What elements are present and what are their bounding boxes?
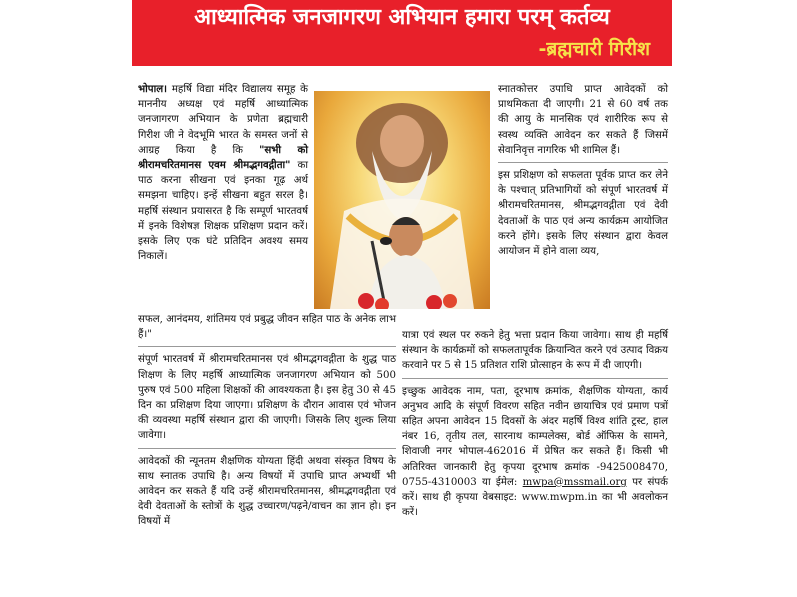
photo — [314, 91, 490, 309]
para1-start: महर्षि विद्या मंदिर विद्यालय समूह के माननीय अध्यक्ष एवं महर्षि आध्यात्मिक जनजागरण अभियान के प्रणेता ब्रह्मचारी गिरीश जी ने वेदभूमि भारत के समस्त जनों से आग्रह किया है कि — [138, 84, 308, 156]
para5: इच्छुक आवेदक नाम, पता, दूरभाष क्रमांक, शैक्षणिक योग्यता, कार्य अनुभव आदि के संपूर्ण विवरण सहित नवीन छायाचित्र एवं प्रमाण पत्रों सहित अपना आवेदन 15 दिवसों के अंदर महर्षि विश्व शांति ट्रस्ट, हाल नंबर 16, तृतीय तल, सारनाथ काम्पलेक्स, बोर्ड ऑफिस के सामने, शिवाजी नगर भोपाल-462016 में प्रेषित कर सकते हैं। किसी भी अतिरिक्त जानकारी हेतु कृपया दूरभाष क्रमांक -9425008470, 0755-4310003 या ईमेल: — [402, 385, 668, 488]
para3: आवेदकों की न्यूनतम शैक्षणिक योग्यता हिंदी अथवा संस्कृत विषय के साथ स्नातक उपाधि है। अन्य विषयों में उपाधि प्राप्त अभ्यर्थी भी आवेदन कर सकते हैं यदि उन्हें श्रीरामचरितमानस, श्रीमद्भगवद्गीता एवं देवी देवताओं के स्तोत्रों के शुद्ध उच्चारण/पढ़ने/वाचन का ज्ञान हो। इन विषयों में — [138, 455, 396, 528]
para1-highlight: "सभी को श्रीरामचरितमानस एवम श्रीमद्भगवद्गीता" — [138, 143, 308, 172]
para4: इस प्रशिक्षण को सफलता पूर्वक प्राप्त कर लेने के पश्चात् प्रतिभागियों को संपूर्ण भारतवर्ष में श्रीरामचरितमानस, श्रीमद्भगवद्गीता एवं देवी देवताओं के पाठ एवं अन्य कार्यक्रम आयोजित करने होंगे। इसके लिए संस्थान द्वारा केवल आयोजन में होने वाला व्यय, — [498, 170, 668, 258]
para3-end: स्नातकोत्तर उपाधि प्राप्त आवेदकों को प्राथमिकता दी जाएगी। 21 से 60 वर्ष तक की आयु के मानसिक एवं शारीरिक रूप से स्वस्थ व्यक्ति आवेदन कर सकते हैं जिसमें सेवानिवृत्त नागरिक भी शामिल हैं। — [498, 82, 668, 163]
left-column-top — [138, 82, 308, 270]
email-link[interactable]: mwpa@mssmail.org — [522, 476, 627, 488]
para1-end: सफल, आनंदमय, शांतिमय एवं प्रबुद्ध जीवन सहित पाठ के अनेक लाभ हैं।" — [138, 312, 396, 347]
para4-end: यात्रा एवं स्थल पर रुकने हेतु भत्ता प्रदान किया जावेगा। साथ ही महर्षि संस्थान के कार्यक्रमों को सफलतापूर्वक क्रियान्वित करने एवं उत्पाद विक्रय करवाने पर 5 से 15 प्रतिशत राशि प्रोत्साहन के रूप में दी जाएगी। — [402, 328, 668, 379]
right-column-bottom — [402, 328, 668, 526]
para1-body: का पाठ करना सीखना एवं इनका गूढ़ अर्थ समझना चाहिए। इन्हें सीखना बहुत सरल है। महर्षि संस्थान प्रयासरत है कि सम्पूर्ण भारतवर्ष में इनके विशेषज्ञ शिक्षक प्रशिक्षण प्रदान करें। इसके लिए एक घंटे प्रतिदिन अवश्य समय निकालें। — [138, 160, 308, 263]
left-column-bottom — [138, 312, 396, 536]
headline-title: आध्यात्मिक जनजागरण अभियान हमारा परम् कर्तव्य — [194, 5, 610, 30]
right-column-top — [498, 82, 668, 265]
newspaper-clipping — [132, 0, 672, 597]
para5-end: पर संपर्क करें। साथ ही कृपया वेबसाइट: www.mwpm.in का भी अवलोकन करें। — [402, 476, 668, 519]
portrait-icon — [314, 91, 490, 309]
dateline: भोपाल। — [138, 83, 167, 95]
headline-banner — [132, 0, 672, 66]
author-byline: -ब्रह्मचारी गिरीश — [538, 38, 650, 60]
para2: संपूर्ण भारतवर्ष में श्रीरामचरितमानस एवं श्रीमद्भगवद्गीता के शुद्ध पाठ शिक्षण के लिए महर्षि आध्यात्मिक जनजागरण अभियान को 500 पुरुष एवं 500 महिला शिक्षकों की आवश्यकता है। इस हेतु 30 से 45 दिन का प्रशिक्षण दिया जाएगा। प्रशिक्षण के दौरान आवास एवं भोजन की व्यवस्था महर्षि संस्थान द्वारा की जाएगी। जिसके लिए शुल्क लिया जावेगा। — [138, 352, 396, 448]
